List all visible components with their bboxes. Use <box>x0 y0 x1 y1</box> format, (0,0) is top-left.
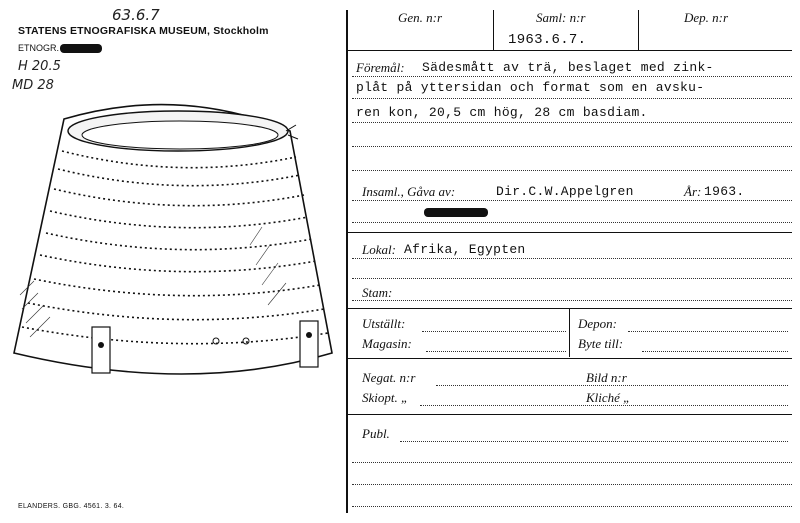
museum-title: STATENS ETNOGRAFISKA MUSEUM, Stockholm <box>18 25 269 37</box>
foremal-label: Föremål: <box>356 60 405 75</box>
foremal-line-2: plåt på yttersidan och format som en avsku- <box>356 80 705 95</box>
rule-3 <box>352 122 792 123</box>
negat-label: Negat. n:r <box>362 370 416 385</box>
magasin-rule <box>426 351 566 352</box>
stam-label: Stam: <box>362 285 393 300</box>
form-left-border <box>346 10 348 513</box>
ar-label: År: <box>684 184 702 199</box>
publ-rule-3 <box>352 484 792 485</box>
byte-till-label: Byte till: <box>578 336 624 351</box>
rule-5 <box>352 170 792 171</box>
lokal-label: Lokal: <box>362 242 396 257</box>
rule-1 <box>352 76 792 77</box>
foremal-line-1: Sädesmått av trä, beslaget med zink- <box>422 60 714 75</box>
header-divider-1 <box>493 10 494 50</box>
insaml-label: Insaml., Gåva av: <box>362 184 456 199</box>
publ-rule-2 <box>352 462 792 463</box>
rule-7 <box>352 222 792 223</box>
insaml-redaction <box>424 208 488 217</box>
handwritten-catalog-number: 63.6.7 <box>112 6 160 24</box>
gen-nr-label: Gen. n:r <box>398 10 443 25</box>
publ-rule-1 <box>400 441 788 442</box>
insaml-value: Dir.C.W.Appelgren <box>496 184 634 199</box>
section-line-3 <box>346 358 792 359</box>
bild-label: Bild n:r <box>586 370 627 385</box>
saml-nr-value: 1963.6.7. <box>508 32 587 48</box>
utstallt-label: Utställt: <box>362 316 406 331</box>
skiopt-label: Skiopt. „ <box>362 390 409 405</box>
utstallt-rule <box>422 331 566 332</box>
rule-6 <box>352 200 792 201</box>
ar-value: 1963. <box>704 184 745 199</box>
saml-nr-label: Saml: n:r <box>536 10 586 25</box>
printer-footer: ELANDERS. GBG. 4561. 3. 64. <box>18 503 125 510</box>
rule-2 <box>352 98 792 99</box>
rule-4 <box>352 146 792 147</box>
kliche-label: Kliché „ <box>586 390 631 405</box>
negat-rule <box>436 385 788 386</box>
dep-nr-label: Dep. n:r <box>684 10 729 25</box>
section-line-1 <box>346 232 792 233</box>
depon-rule <box>628 331 788 332</box>
skiopt-rule <box>420 405 788 406</box>
rule-8 <box>352 258 792 259</box>
height-note: H 20.5 <box>18 59 61 74</box>
lokal-value: Afrika, Egypten <box>404 242 526 257</box>
grain-measure-drawing <box>0 95 345 395</box>
diameter-note: MD 28 <box>12 78 54 93</box>
header-divider-2 <box>638 10 639 50</box>
redaction-mark <box>60 44 102 53</box>
header-bottom-line <box>346 50 792 51</box>
rule-10 <box>352 300 792 301</box>
byte-rule <box>642 351 788 352</box>
magasin-label: Magasin: <box>362 336 412 351</box>
foremal-line-3: ren kon, 20,5 cm hög, 28 cm basdiam. <box>356 105 648 120</box>
etnogr-label: ETNOGR. <box>18 43 60 53</box>
rule-9 <box>352 278 792 279</box>
publ-rule-4 <box>352 506 792 507</box>
section-line-4 <box>346 414 792 415</box>
storage-divider <box>569 309 570 357</box>
depon-label: Depon: <box>578 316 617 331</box>
publ-label: Publ. <box>362 426 390 441</box>
